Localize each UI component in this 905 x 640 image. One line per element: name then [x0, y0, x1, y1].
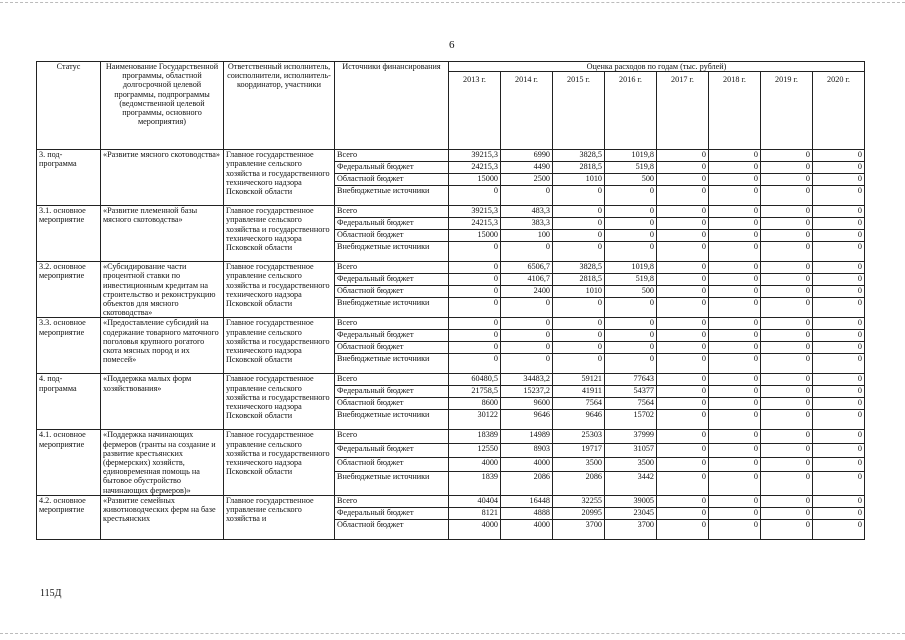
value-cell: 0 [657, 242, 709, 262]
header-year: 2019 г. [761, 72, 813, 150]
status-cell: 3. под-программа [37, 150, 101, 206]
header-year: 2017 г. [657, 72, 709, 150]
source-cell: Внебюджетные источники [335, 354, 449, 374]
value-cell: 0 [813, 298, 865, 318]
header-year: 2013 г. [449, 72, 501, 150]
value-cell: 4000 [501, 519, 553, 539]
value-cell: 0 [813, 274, 865, 286]
value-cell: 0 [761, 507, 813, 519]
value-cell: 0 [449, 354, 501, 374]
source-cell: Всего [335, 206, 449, 218]
value-cell: 0 [761, 242, 813, 262]
value-cell: 0 [709, 162, 761, 174]
value-cell: 15000 [449, 230, 501, 242]
value-cell: 0 [709, 410, 761, 430]
value-cell: 0 [813, 150, 865, 162]
source-cell: Всего [335, 430, 449, 444]
value-cell: 2086 [501, 472, 553, 495]
value-cell: 0 [761, 318, 813, 330]
value-cell: 0 [761, 472, 813, 495]
value-cell: 0 [761, 354, 813, 374]
value-cell: 0 [657, 274, 709, 286]
value-cell: 0 [657, 150, 709, 162]
value-cell: 8903 [501, 444, 553, 458]
value-cell: 0 [813, 242, 865, 262]
value-cell: 0 [605, 242, 657, 262]
value-cell: 9646 [501, 410, 553, 430]
value-cell: 0 [553, 230, 605, 242]
value-cell: 24215,3 [449, 218, 501, 230]
source-cell: Федеральный бюджет [335, 218, 449, 230]
value-cell: 41911 [553, 386, 605, 398]
value-cell: 8600 [449, 398, 501, 410]
value-cell: 0 [761, 286, 813, 298]
value-cell: 7564 [605, 398, 657, 410]
header-year: 2014 г. [501, 72, 553, 150]
executor-cell: Главное государственное управление сельского хозяйства и государственного технического надзора Псковской области [224, 374, 335, 430]
value-cell: 0 [553, 298, 605, 318]
header-sources: Источники финансирования [335, 62, 449, 150]
value-cell: 0 [813, 342, 865, 354]
header-year: 2018 г. [709, 72, 761, 150]
value-cell: 0 [709, 330, 761, 342]
value-cell: 0 [657, 230, 709, 242]
name-cell: «Предоставление субсидий на содержание товарного маточного поголовья крупного рогатого скота мясных пород и их помесей» [101, 318, 224, 374]
value-cell: 0 [813, 507, 865, 519]
table-row [37, 206, 865, 218]
value-cell: 30122 [449, 410, 501, 430]
value-cell: 14989 [501, 430, 553, 444]
value-cell: 3700 [553, 519, 605, 539]
value-cell: 519,8 [605, 162, 657, 174]
executor-cell: Главное государственное управление сельского хозяйства и государственного технического надзора Псковской области [224, 206, 335, 262]
value-cell: 4106,7 [501, 274, 553, 286]
value-cell: 0 [605, 318, 657, 330]
value-cell: 0 [709, 230, 761, 242]
value-cell: 0 [657, 298, 709, 318]
header-executor: Ответственный исполнитель, соисполнители, исполнитель-координатор, участники [224, 62, 335, 150]
budget-table-body [37, 150, 865, 540]
status-cell: 3.3. основное мероприятие [37, 318, 101, 374]
value-cell: 0 [813, 230, 865, 242]
value-cell: 0 [657, 330, 709, 342]
value-cell: 0 [657, 519, 709, 539]
source-cell: Областной бюджет [335, 230, 449, 242]
value-cell: 0 [709, 186, 761, 206]
value-cell: 1010 [553, 174, 605, 186]
value-cell: 0 [813, 354, 865, 374]
value-cell: 59121 [553, 374, 605, 386]
status-cell: 4.1. основное мероприятие [37, 430, 101, 495]
source-cell: Внебюджетные источники [335, 242, 449, 262]
value-cell: 0 [813, 318, 865, 330]
value-cell: 54377 [605, 386, 657, 398]
name-cell: «Субсидирование части процентной ставки по инвестиционным кредитам на строительство и реконструкцию объектов для мясного скотоводства» [101, 262, 224, 318]
value-cell: 2818,5 [553, 162, 605, 174]
value-cell: 25303 [553, 430, 605, 444]
value-cell: 6990 [501, 150, 553, 162]
value-cell: 0 [657, 286, 709, 298]
value-cell: 0 [813, 286, 865, 298]
value-cell: 23045 [605, 507, 657, 519]
value-cell: 21758,5 [449, 386, 501, 398]
value-cell: 0 [605, 330, 657, 342]
status-cell: 3.1. основное мероприятие [37, 206, 101, 262]
value-cell: 0 [813, 519, 865, 539]
value-cell: 0 [553, 218, 605, 230]
value-cell: 0 [813, 218, 865, 230]
value-cell: 0 [761, 150, 813, 162]
source-cell: Внебюджетные источники [335, 186, 449, 206]
value-cell: 0 [449, 262, 501, 274]
value-cell: 0 [709, 298, 761, 318]
value-cell: 0 [709, 507, 761, 519]
value-cell: 0 [501, 242, 553, 262]
header-year: 2020 г. [813, 72, 865, 150]
value-cell: 0 [761, 218, 813, 230]
value-cell: 0 [605, 186, 657, 206]
header-year: 2016 г. [605, 72, 657, 150]
value-cell: 0 [501, 354, 553, 374]
value-cell: 0 [709, 354, 761, 374]
value-cell: 0 [709, 274, 761, 286]
source-cell: Федеральный бюджет [335, 274, 449, 286]
table-row [37, 318, 865, 330]
table-row [37, 262, 865, 274]
value-cell: 0 [553, 354, 605, 374]
value-cell: 0 [657, 174, 709, 186]
value-cell: 0 [501, 298, 553, 318]
value-cell: 0 [553, 242, 605, 262]
value-cell: 0 [657, 410, 709, 430]
value-cell: 0 [761, 374, 813, 386]
value-cell: 0 [761, 342, 813, 354]
value-cell: 0 [761, 206, 813, 218]
value-cell: 9646 [553, 410, 605, 430]
value-cell: 0 [657, 354, 709, 374]
value-cell: 1019,8 [605, 150, 657, 162]
source-cell: Всего [335, 374, 449, 386]
executor-cell: Главное государственное управление сельского хозяйства и государственного технического надзора Псковской области [224, 430, 335, 495]
value-cell: 4000 [501, 458, 553, 472]
value-cell: 0 [709, 206, 761, 218]
value-cell: 0 [709, 430, 761, 444]
value-cell: 500 [605, 286, 657, 298]
value-cell: 0 [813, 206, 865, 218]
value-cell: 0 [813, 174, 865, 186]
status-cell: 4.2. основное мероприятие [37, 495, 101, 539]
value-cell: 0 [709, 386, 761, 398]
value-cell: 0 [761, 274, 813, 286]
value-cell: 24215,3 [449, 162, 501, 174]
value-cell: 1019,8 [605, 262, 657, 274]
value-cell: 0 [449, 318, 501, 330]
value-cell: 0 [761, 430, 813, 444]
value-cell: 0 [553, 318, 605, 330]
value-cell: 483,3 [501, 206, 553, 218]
value-cell: 4000 [449, 519, 501, 539]
value-cell: 0 [709, 318, 761, 330]
status-cell: 4. под-программа [37, 374, 101, 430]
value-cell: 0 [605, 354, 657, 374]
value-cell: 0 [657, 444, 709, 458]
value-cell: 0 [761, 495, 813, 507]
value-cell: 0 [761, 262, 813, 274]
value-cell: 1010 [553, 286, 605, 298]
source-cell: Федеральный бюджет [335, 330, 449, 342]
value-cell: 0 [449, 298, 501, 318]
source-cell: Областной бюджет [335, 458, 449, 472]
value-cell: 8121 [449, 507, 501, 519]
source-cell: Областной бюджет [335, 519, 449, 539]
budget-table [36, 61, 865, 540]
value-cell: 12550 [449, 444, 501, 458]
page-number: 6 [449, 39, 455, 51]
value-cell: 0 [449, 274, 501, 286]
value-cell: 500 [605, 174, 657, 186]
source-cell: Внебюджетные источники [335, 472, 449, 495]
executor-cell: Главное государственное управление сельского хозяйства и государственного технического надзора Псковской области [224, 262, 335, 318]
source-cell: Федеральный бюджет [335, 444, 449, 458]
value-cell: 39215,3 [449, 150, 501, 162]
value-cell: 0 [449, 330, 501, 342]
value-cell: 0 [813, 374, 865, 386]
value-cell: 0 [709, 458, 761, 472]
value-cell: 0 [761, 230, 813, 242]
value-cell: 0 [709, 286, 761, 298]
value-cell: 15237,2 [501, 386, 553, 398]
header-status: Статус [37, 62, 101, 150]
name-cell: «Развитие племенной базы мясного скотоводства» [101, 206, 224, 262]
value-cell: 40404 [449, 495, 501, 507]
executor-cell: Главное государственное управление сельского хозяйства и [224, 495, 335, 539]
value-cell: 0 [657, 507, 709, 519]
value-cell: 0 [813, 430, 865, 444]
table-row [37, 374, 865, 386]
value-cell: 3700 [605, 519, 657, 539]
value-cell: 0 [553, 186, 605, 206]
value-cell: 0 [709, 472, 761, 495]
source-cell: Федеральный бюджет [335, 507, 449, 519]
header-estimate: Оценка расходов по годам (тыс. рублей) [449, 62, 865, 72]
value-cell: 383,3 [501, 218, 553, 230]
value-cell: 0 [605, 218, 657, 230]
value-cell: 0 [657, 206, 709, 218]
table-row [37, 495, 865, 507]
value-cell: 32255 [553, 495, 605, 507]
name-cell: «Поддержка начинающих фермеров (гранты на создание и развитие крестьянских (фермерских) хозяйств, единовременная помощь на бытовое обустройство начинающих фермеров)» [101, 430, 224, 495]
value-cell: 0 [553, 330, 605, 342]
value-cell: 0 [657, 386, 709, 398]
scan-bottom-edge [0, 633, 905, 635]
value-cell: 0 [501, 318, 553, 330]
value-cell: 0 [813, 330, 865, 342]
value-cell: 31057 [605, 444, 657, 458]
value-cell: 0 [709, 262, 761, 274]
source-cell: Всего [335, 495, 449, 507]
value-cell: 0 [657, 186, 709, 206]
table-row [37, 430, 865, 444]
value-cell: 0 [605, 206, 657, 218]
value-cell: 0 [657, 318, 709, 330]
value-cell: 0 [709, 519, 761, 539]
value-cell: 1839 [449, 472, 501, 495]
value-cell: 3442 [605, 472, 657, 495]
executor-cell: Главное государственное управление сельского хозяйства и государственного технического надзора Псковской области [224, 318, 335, 374]
value-cell: 16448 [501, 495, 553, 507]
value-cell: 3828,5 [553, 262, 605, 274]
source-cell: Федеральный бюджет [335, 386, 449, 398]
value-cell: 77643 [605, 374, 657, 386]
value-cell: 0 [605, 230, 657, 242]
scan-top-edge [0, 2, 905, 4]
value-cell: 3828,5 [553, 150, 605, 162]
value-cell: 6506,7 [501, 262, 553, 274]
value-cell: 0 [813, 458, 865, 472]
source-cell: Всего [335, 150, 449, 162]
executor-cell: Главное государственное управление сельского хозяйства и государственного технического надзора Псковской области [224, 150, 335, 206]
value-cell: 2086 [553, 472, 605, 495]
value-cell: 0 [709, 174, 761, 186]
value-cell: 0 [709, 150, 761, 162]
value-cell: 0 [501, 186, 553, 206]
table-row [37, 150, 865, 162]
value-cell: 0 [813, 444, 865, 458]
value-cell: 0 [761, 186, 813, 206]
value-cell: 2818,5 [553, 274, 605, 286]
value-cell: 0 [709, 444, 761, 458]
source-cell: Всего [335, 318, 449, 330]
value-cell: 0 [813, 386, 865, 398]
value-cell: 4888 [501, 507, 553, 519]
value-cell: 0 [709, 398, 761, 410]
value-cell: 15000 [449, 174, 501, 186]
name-cell: «Развитие мясного скотоводства» [101, 150, 224, 206]
source-cell: Областной бюджет [335, 342, 449, 354]
value-cell: 0 [709, 218, 761, 230]
value-cell: 0 [605, 298, 657, 318]
source-cell: Федеральный бюджет [335, 162, 449, 174]
value-cell: 0 [761, 519, 813, 539]
source-cell: Областной бюджет [335, 398, 449, 410]
value-cell: 0 [657, 458, 709, 472]
source-cell: Областной бюджет [335, 286, 449, 298]
value-cell: 0 [657, 430, 709, 444]
name-cell: «Развитие семейных животноводческих ферм на базе крестьянских [101, 495, 224, 539]
value-cell: 0 [501, 342, 553, 354]
value-cell: 0 [761, 444, 813, 458]
value-cell: 37999 [605, 430, 657, 444]
value-cell: 0 [813, 262, 865, 274]
source-cell: Внебюджетные источники [335, 298, 449, 318]
value-cell: 0 [553, 206, 605, 218]
header-name: Наименование Государственной программы, областной долгосрочной целевой программы, подпрограммы (ведомственной целевой программы, основного мероприятия) [101, 62, 224, 150]
source-cell: Всего [335, 262, 449, 274]
value-cell: 100 [501, 230, 553, 242]
value-cell: 34483,2 [501, 374, 553, 386]
value-cell: 0 [813, 398, 865, 410]
value-cell: 0 [761, 174, 813, 186]
value-cell: 0 [501, 330, 553, 342]
value-cell: 0 [449, 286, 501, 298]
value-cell: 519,8 [605, 274, 657, 286]
value-cell: 0 [709, 374, 761, 386]
document-code: 115Д [40, 588, 62, 599]
value-cell: 20995 [553, 507, 605, 519]
value-cell: 0 [761, 386, 813, 398]
value-cell: 0 [657, 398, 709, 410]
header-year: 2015 г. [553, 72, 605, 150]
value-cell: 0 [657, 342, 709, 354]
value-cell: 60480,5 [449, 374, 501, 386]
value-cell: 7564 [553, 398, 605, 410]
value-cell: 39215,3 [449, 206, 501, 218]
value-cell: 0 [761, 398, 813, 410]
name-cell: «Поддержка малых форм хозяйствования» [101, 374, 224, 430]
source-cell: Областной бюджет [335, 174, 449, 186]
value-cell: 0 [449, 186, 501, 206]
value-cell: 0 [657, 495, 709, 507]
value-cell: 0 [605, 342, 657, 354]
value-cell: 39005 [605, 495, 657, 507]
value-cell: 3500 [605, 458, 657, 472]
value-cell: 0 [761, 298, 813, 318]
value-cell: 0 [657, 374, 709, 386]
value-cell: 0 [761, 162, 813, 174]
value-cell: 0 [709, 495, 761, 507]
value-cell: 2500 [501, 174, 553, 186]
value-cell: 0 [657, 472, 709, 495]
value-cell: 0 [449, 242, 501, 262]
value-cell: 0 [761, 410, 813, 430]
value-cell: 0 [813, 410, 865, 430]
value-cell: 0 [813, 186, 865, 206]
value-cell: 0 [709, 242, 761, 262]
value-cell: 0 [813, 162, 865, 174]
value-cell: 0 [813, 472, 865, 495]
value-cell: 4000 [449, 458, 501, 472]
value-cell: 0 [449, 342, 501, 354]
value-cell: 0 [657, 262, 709, 274]
value-cell: 0 [553, 342, 605, 354]
status-cell: 3.2. основное мероприятие [37, 262, 101, 318]
value-cell: 0 [761, 458, 813, 472]
source-cell: Внебюджетные источники [335, 410, 449, 430]
value-cell: 0 [657, 162, 709, 174]
value-cell: 4490 [501, 162, 553, 174]
value-cell: 0 [709, 342, 761, 354]
value-cell: 0 [657, 218, 709, 230]
value-cell: 0 [813, 495, 865, 507]
value-cell: 19717 [553, 444, 605, 458]
value-cell: 2400 [501, 286, 553, 298]
value-cell: 0 [761, 330, 813, 342]
value-cell: 15702 [605, 410, 657, 430]
value-cell: 3500 [553, 458, 605, 472]
value-cell: 9600 [501, 398, 553, 410]
value-cell: 18389 [449, 430, 501, 444]
